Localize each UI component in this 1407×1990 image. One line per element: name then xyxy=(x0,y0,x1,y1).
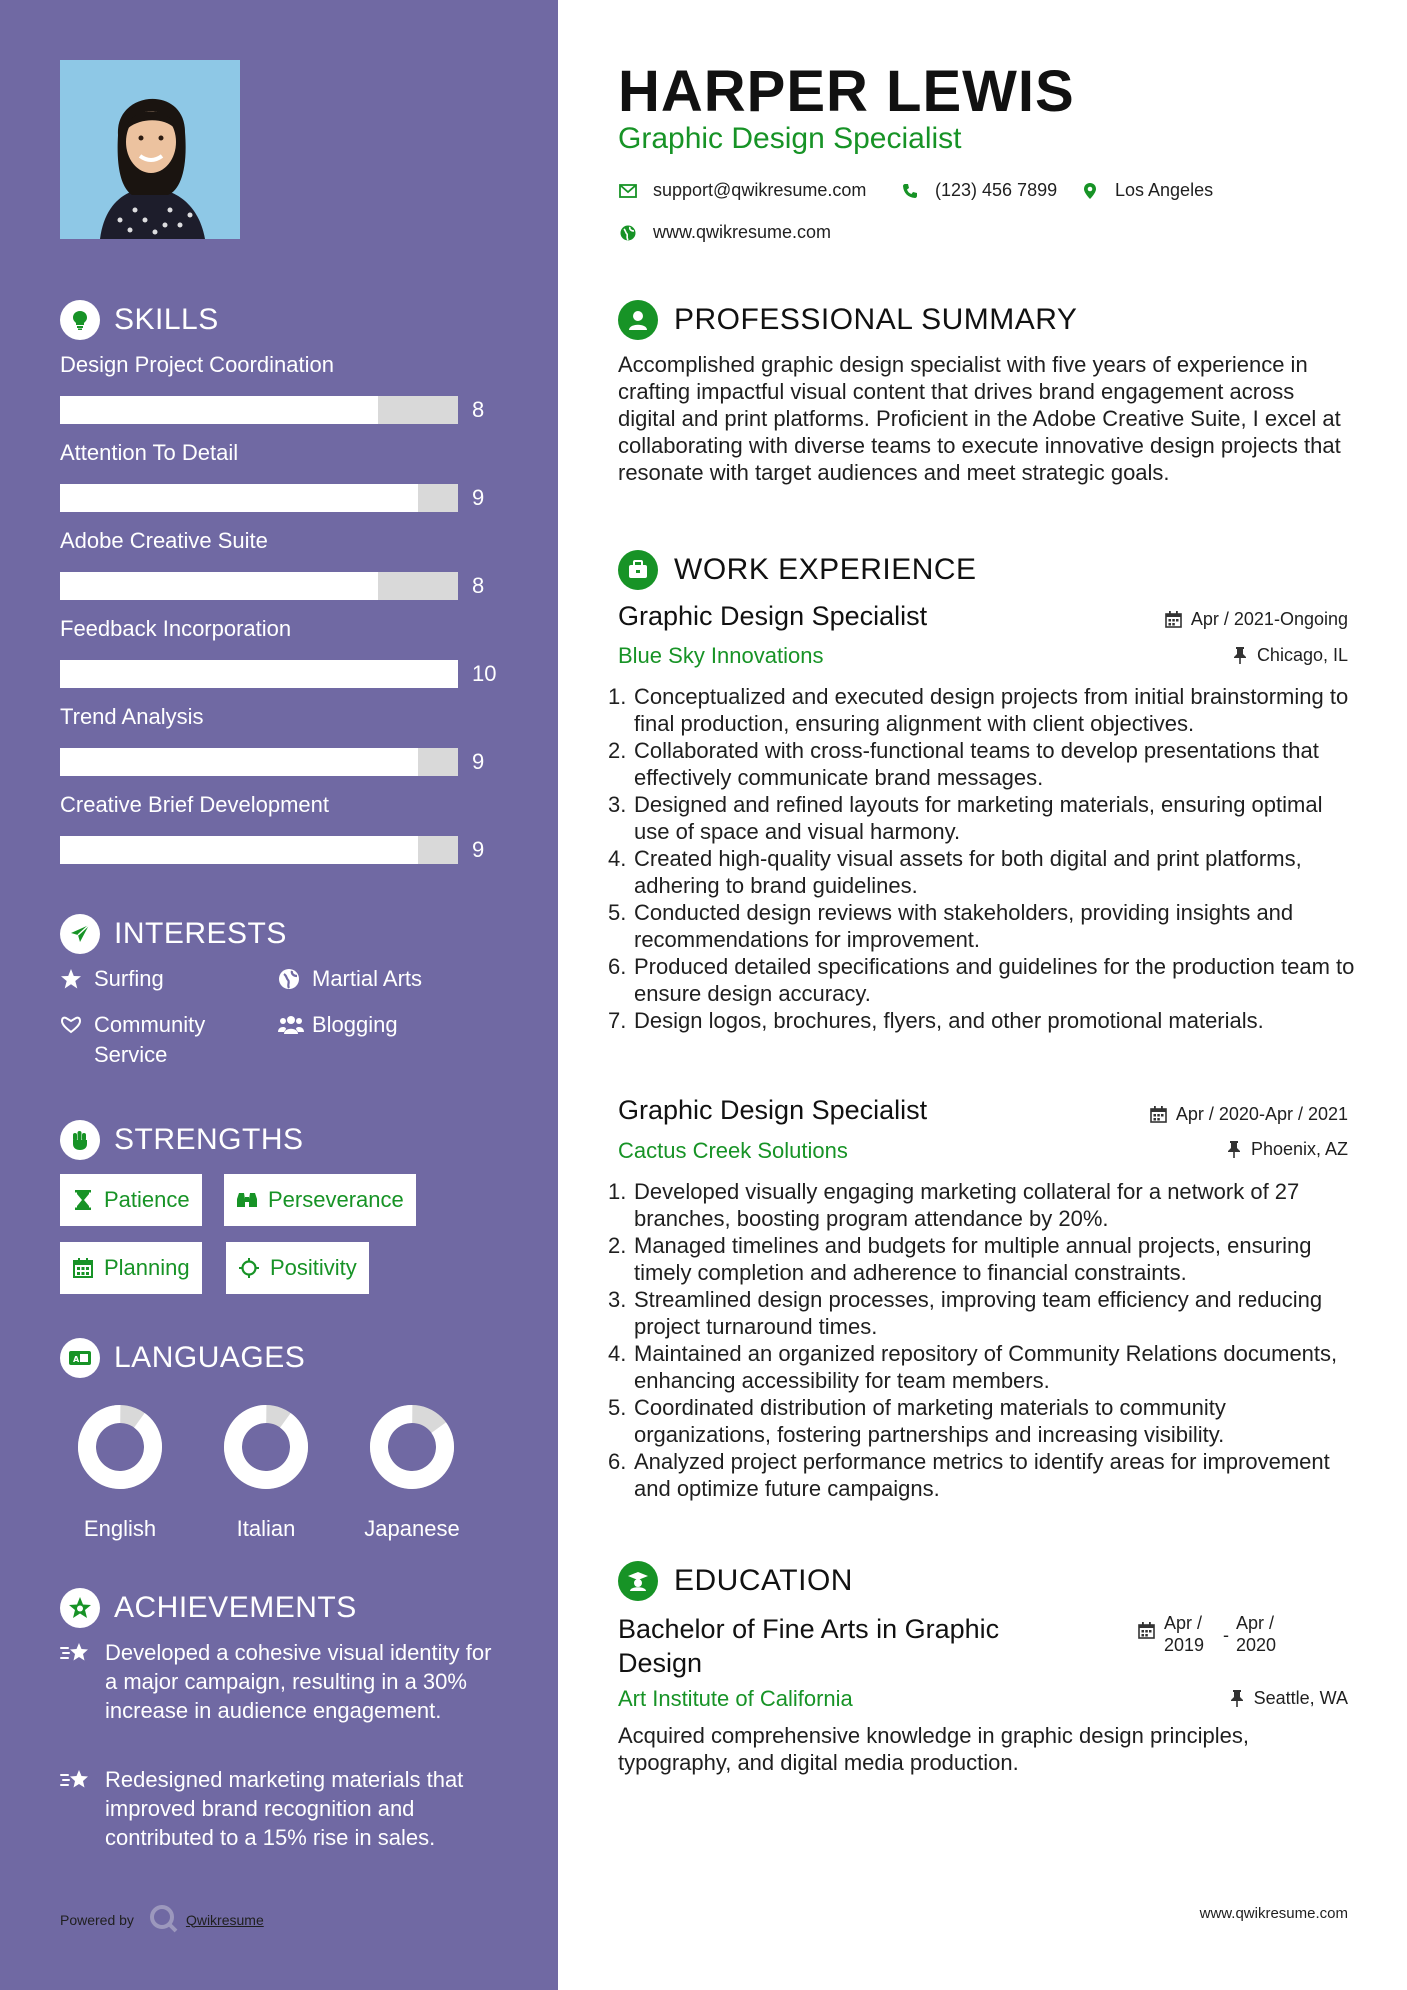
skill-bar xyxy=(60,572,458,600)
job-dates-text: Apr / 2020-Apr / 2021 xyxy=(1175,1104,1348,1124)
strength-label: Perseverance xyxy=(268,1187,404,1212)
experience-heading xyxy=(618,548,977,592)
summary-heading xyxy=(618,298,1077,342)
email-text: support@qwikresume.com xyxy=(653,180,867,200)
contact-location xyxy=(1080,180,1213,201)
job-dates xyxy=(1165,609,1348,630)
achievements-heading-text: ACHIEVEMENTS xyxy=(114,1591,357,1624)
skill-bar xyxy=(60,396,458,424)
job-bullet: 2. Collaborated with cross-functional teams to develop presentations that effectively communicate brand messages. xyxy=(608,738,1319,790)
education-location xyxy=(1228,1688,1348,1709)
strength-badge xyxy=(224,1174,416,1226)
education-description: Acquired comprehensive knowledge in graphic design principles, typography, and digital media production. xyxy=(618,1723,1250,1775)
experience-heading-text: WORK EXPERIENCE xyxy=(674,553,977,586)
job-bullet: 3. Streamlined design processes, improving team efficiency and reducing project turnaround times. xyxy=(608,1287,1323,1339)
job-bullets xyxy=(608,683,1358,1034)
language-donut xyxy=(221,1402,311,1492)
job-bullet: 4. Maintained an organized repository of Community Relations documents, enhancing accessibility for team members. xyxy=(608,1341,1338,1393)
education-date-end: Apr / 2020 xyxy=(1236,1613,1277,1655)
skill-item xyxy=(60,350,510,422)
job-location-text: Chicago, IL xyxy=(1256,645,1348,665)
language-donut xyxy=(75,1402,165,1492)
interest-label: Blogging xyxy=(312,1012,398,1037)
skills-heading-text: SKILLS xyxy=(114,303,219,336)
envelope-icon xyxy=(618,181,638,201)
sidebar xyxy=(0,0,558,1990)
strength-badge xyxy=(60,1242,202,1294)
skill-name: Adobe Creative Suite xyxy=(60,528,268,553)
graduate-icon xyxy=(618,1561,658,1601)
pushpin-icon xyxy=(1231,647,1249,665)
shooting-star-icon xyxy=(60,1765,94,1794)
profile-photo xyxy=(60,60,240,239)
job-company: Blue Sky Innovations xyxy=(618,643,824,668)
strengths-section xyxy=(60,1118,510,1162)
contact-email[interactable] xyxy=(618,180,866,201)
education-heading-text: EDUCATION xyxy=(674,1564,853,1597)
job-bullet: 6. Produced detailed specifications and guidelines for the production team to ensure design accuracy. xyxy=(608,954,1355,1006)
job-bullet: 1. Conceptualized and executed design projects from initial brainstorming to final production, ensuring alignment with client objectives. xyxy=(608,684,1349,736)
language-name: Japanese xyxy=(364,1516,460,1541)
language-item xyxy=(342,1402,482,1542)
fist-icon xyxy=(60,1120,100,1160)
job-bullet: 7. Design logos, brochures, flyers, and other promotional materials. xyxy=(608,1008,1264,1033)
language-icon xyxy=(60,1338,100,1378)
interests-section xyxy=(60,912,510,956)
strength-badge xyxy=(226,1242,369,1294)
candidate-name: HARPER LEWIS xyxy=(618,59,1075,124)
pushpin-icon xyxy=(1225,1141,1243,1159)
calendar-icon xyxy=(72,1257,94,1279)
interests-heading-text: INTERESTS xyxy=(114,917,287,950)
language-name: English xyxy=(83,1516,157,1541)
skill-name: Feedback Incorporation xyxy=(60,616,292,641)
job-bullet: 4. Created high-quality visual assets for both digital and print platforms, adhering to brand guidelines. xyxy=(608,846,1302,898)
summary-heading-text: PROFESSIONAL SUMMARY xyxy=(674,303,1078,336)
briefcase-icon xyxy=(618,550,658,590)
hand-icon xyxy=(60,1010,86,1040)
interest-item xyxy=(278,1010,398,1040)
skill-value: 9 xyxy=(472,749,485,774)
language-item xyxy=(50,1402,190,1542)
job-bullets xyxy=(608,1178,1358,1502)
language-level-arc xyxy=(221,1402,311,1492)
skill-bar xyxy=(60,660,458,688)
achievements-heading xyxy=(60,1586,510,1630)
languages-heading-text: LANGUAGES xyxy=(114,1341,306,1374)
skill-name: Attention To Detail xyxy=(60,440,239,465)
achievements-section xyxy=(60,1586,510,1630)
job-bullet: 1. Developed visually engaging marketing collateral for a network of 27 branches, boosting program attendance by 20%. xyxy=(608,1179,1300,1231)
skill-item xyxy=(60,702,510,774)
skill-bar xyxy=(60,836,458,864)
education-location-text: Seattle, WA xyxy=(1253,1688,1348,1708)
qwikresume-logo-icon xyxy=(148,1903,178,1936)
globe-icon xyxy=(618,223,638,243)
lightbulb-icon xyxy=(60,300,100,340)
website-text: www.qwikresume.com xyxy=(653,222,832,242)
education-dates: Apr / 2019 - Apr / 2020 xyxy=(1138,1612,1288,1656)
calendar-icon xyxy=(1165,611,1183,629)
binoculars-icon xyxy=(236,1189,258,1211)
job-location xyxy=(1231,645,1348,666)
skill-value: 9 xyxy=(472,837,485,862)
powered-by xyxy=(60,1903,264,1936)
language-name: Italian xyxy=(236,1516,296,1541)
skill-value: 10 xyxy=(472,661,497,686)
main-content xyxy=(558,0,1407,1990)
skill-item xyxy=(60,614,510,686)
interest-item xyxy=(278,964,422,994)
language-donut xyxy=(367,1402,457,1492)
skill-bar-fill xyxy=(60,748,418,776)
svg-text:A: A xyxy=(73,1355,80,1364)
interests-heading xyxy=(60,912,510,956)
skill-bar-fill xyxy=(60,572,378,600)
job-dates-text: Apr / 2021-Ongoing xyxy=(1190,609,1348,629)
skills-section xyxy=(60,298,510,342)
summary-text: Accomplished graphic design specialist with five years of experience in crafting impactful visual content that drives brand engagement across digital and print platforms. Proficient in the Adobe Creative Suite, I excel at collaborating with diverse teams to execute innovative design projects that resonate with target audiences and meet strategic goals. xyxy=(618,352,1341,485)
languages-section xyxy=(60,1336,510,1380)
education-heading xyxy=(618,1559,853,1603)
skill-item xyxy=(60,438,510,510)
skill-name: Creative Brief Development xyxy=(60,792,330,817)
language-level-arc xyxy=(75,1402,165,1492)
job-bullet: 2. Managed timelines and budgets for multiple annual projects, ensuring timely completion and adherence to financial constraints. xyxy=(608,1233,1312,1285)
qwikresume-link[interactable]: Qwikresume xyxy=(185,1911,264,1928)
user-icon xyxy=(618,300,658,340)
powered-by-label: Powered by xyxy=(60,1911,134,1928)
skill-bar-fill xyxy=(60,396,378,424)
contact-website[interactable] xyxy=(618,222,831,243)
location-text: Los Angeles xyxy=(1115,180,1214,200)
interest-label: Community Service xyxy=(94,1012,206,1067)
skill-item xyxy=(60,526,510,598)
job-bullet: 6. Analyzed project performance metrics to identify areas for improvement and optimize future campaigns. xyxy=(608,1449,1330,1501)
skill-bar xyxy=(60,748,458,776)
hourglass-icon xyxy=(72,1189,94,1211)
pushpin-icon xyxy=(1228,1690,1246,1708)
language-item xyxy=(196,1402,336,1542)
phone-text: (123) 456 7899 xyxy=(935,180,1058,200)
achievement-text: Developed a cohesive visual identity for a major campaign, resulting in a 30% increase in audience engagement. xyxy=(105,1640,492,1723)
contact-phone[interactable] xyxy=(900,180,1057,201)
languages-heading xyxy=(60,1336,510,1380)
footer-url[interactable]: www.qwikresume.com xyxy=(1199,1905,1348,1922)
skills-heading xyxy=(60,298,510,342)
gear-icon xyxy=(238,1257,260,1279)
interest-label: Martial Arts xyxy=(312,966,423,991)
interest-item xyxy=(60,964,164,994)
globe-icon xyxy=(278,964,304,994)
skill-bar-fill xyxy=(60,484,418,512)
achievement-item xyxy=(60,1638,500,1725)
skill-value: 8 xyxy=(472,397,485,422)
strength-label: Planning xyxy=(104,1255,190,1280)
skill-value: 9 xyxy=(472,485,485,510)
strength-label: Patience xyxy=(104,1187,190,1212)
job-bullet: 5. Conducted design reviews with stakeholders, providing insights and recommendations for improvement. xyxy=(608,900,1294,952)
strength-badge xyxy=(60,1174,202,1226)
calendar-icon xyxy=(1150,1106,1168,1124)
skill-item xyxy=(60,790,510,862)
job-title: Graphic Design Specialist xyxy=(618,1095,928,1125)
skill-value: 8 xyxy=(472,573,485,598)
paper-plane-icon xyxy=(60,914,100,954)
candidate-title: Graphic Design Specialist xyxy=(618,122,962,155)
achievement-text: Redesigned marketing materials that improved brand recognition and contributed to a 15% rise in sales. xyxy=(105,1767,464,1850)
interest-item xyxy=(60,1010,250,1070)
strengths-heading xyxy=(60,1118,510,1162)
education-date-start: Apr / 2019 xyxy=(1164,1613,1205,1655)
interest-label: Surfing xyxy=(94,966,164,991)
skill-name: Design Project Coordination xyxy=(60,352,334,377)
skill-bar-fill xyxy=(60,836,418,864)
star-badge-icon xyxy=(60,1588,100,1628)
star-icon xyxy=(60,964,86,994)
phone-icon xyxy=(900,181,920,201)
job-location-text: Phoenix, AZ xyxy=(1250,1139,1348,1159)
users-icon xyxy=(278,1010,304,1040)
job-company: Cactus Creek Solutions xyxy=(618,1138,848,1163)
language-level-arc xyxy=(367,1402,457,1492)
skills-list xyxy=(60,350,510,870)
job-dates xyxy=(1150,1104,1348,1125)
job-location xyxy=(1225,1139,1348,1160)
calendar-icon xyxy=(1138,1622,1156,1640)
skill-name: Trend Analysis xyxy=(60,704,204,729)
degree-title: Bachelor of Fine Arts in Graphic Design xyxy=(618,1614,1000,1678)
school-name: Art Institute of California xyxy=(618,1686,853,1711)
job-bullet: 3. Designed and refined layouts for marketing materials, ensuring optimal use of space and visual harmony. xyxy=(608,792,1323,844)
strength-label: Positivity xyxy=(270,1255,357,1280)
map-pin-icon xyxy=(1080,181,1100,201)
strengths-heading-text: STRENGTHS xyxy=(114,1123,304,1156)
shooting-star-icon xyxy=(60,1638,94,1667)
skill-bar-fill xyxy=(60,660,458,688)
job-title: Graphic Design Specialist xyxy=(618,601,928,631)
job-bullet: 5. Coordinated distribution of marketing materials to community organizations, fostering partnerships and increasing visibility. xyxy=(608,1395,1226,1447)
skill-bar xyxy=(60,484,458,512)
achievement-item xyxy=(60,1765,500,1852)
